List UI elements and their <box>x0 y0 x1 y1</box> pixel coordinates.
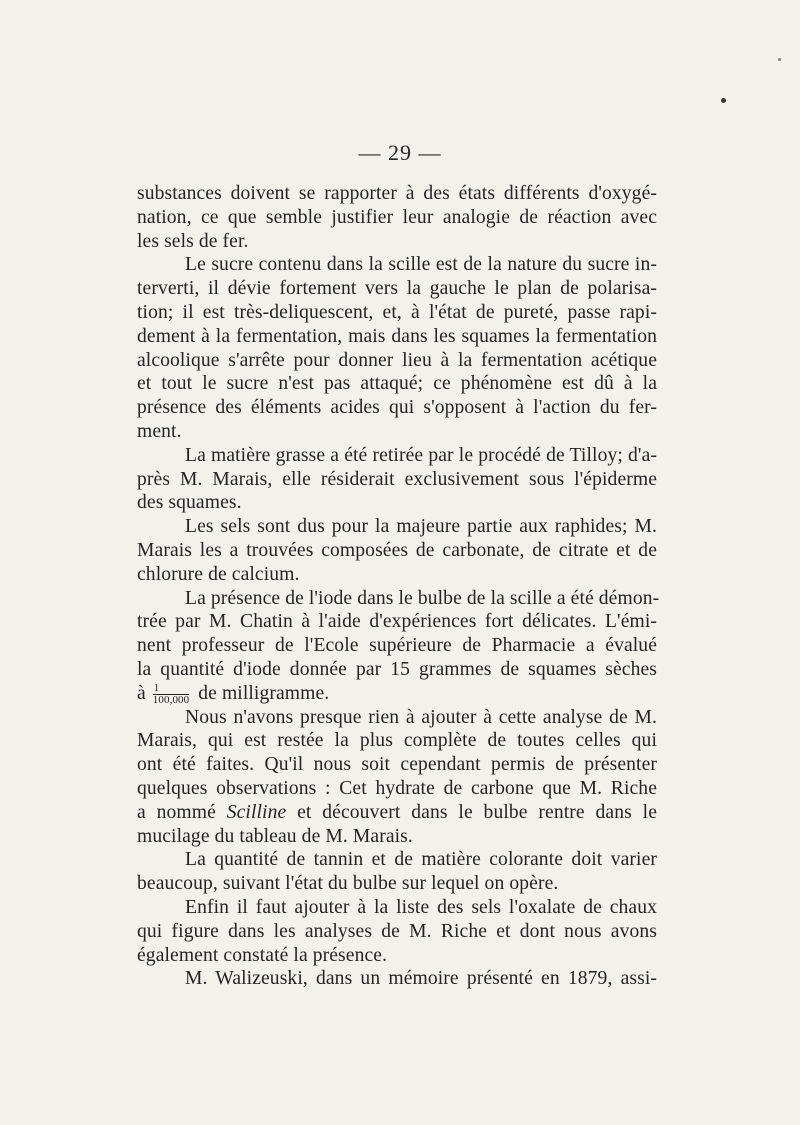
text-line: les sels de fer. <box>137 230 249 252</box>
paragraph <box>137 444 657 515</box>
text-line: également constaté la présence. <box>137 944 388 966</box>
fraction-line <box>137 682 657 706</box>
paragraph <box>137 182 657 253</box>
paragraph <box>137 848 657 896</box>
body-text <box>137 182 660 991</box>
text-line: et tout le sucre n'est pas attaqué; ce phénomène est dû à la <box>137 373 657 395</box>
text-line: nent professeur de l'Ecole supérieure de Pharmacie a évalué <box>137 635 657 657</box>
text-line: Nous n'avons presque rien à ajouter à cette analyse de M. <box>185 706 657 728</box>
text-line: La présence de l'iode dans le bulbe de la scille a été démon- <box>185 587 660 609</box>
fraction <box>153 683 189 706</box>
text-line: La quantité de tannin et de matière colorante doit varier <box>185 849 657 871</box>
paragraph <box>137 587 660 706</box>
text-line: Marais, qui est restée la plus complète de toutes celles qui <box>137 730 657 752</box>
text-line: Le sucre contenu dans la scille est de la nature du sucre in- <box>185 254 657 276</box>
text-line: présence des éléments acides qui s'opposent à l'action du fer- <box>137 397 657 419</box>
fraction-suffix: de milligramme. <box>198 682 330 704</box>
text-line: Marais les a trouvées composées de carbonate, de citrate et de <box>137 539 657 561</box>
text-line: mucilage du tableau de M. Marais. <box>137 825 413 847</box>
text-line: qui figure dans les analyses de M. Riche et dont nous avons <box>137 920 657 942</box>
text-line: près M. Marais, elle résiderait exclusivement sous l'épiderme <box>137 468 657 490</box>
paragraph <box>137 515 657 586</box>
text-line: tion; il est très-deliquescent, et, à l'état de pureté, passe rapi- <box>137 301 657 323</box>
italic-line-before: a nommé <box>137 801 216 823</box>
fraction-denominator: 100,000 <box>152 693 190 706</box>
text-line: Les sels sont dus pour la majeure partie aux raphides; M. <box>185 516 657 538</box>
text-line: La matière grasse a été retirée par le procédé de Tilloy; d'a- <box>185 444 657 466</box>
fraction-numerator: 1 <box>153 683 189 695</box>
italic-line-after: et découvert dans le bulbe rentre dans le <box>297 801 658 823</box>
paragraph <box>137 896 657 967</box>
text-line: la quantité d'iode donnée par 15 grammes de squames sèches <box>137 658 657 680</box>
text-line: terverti, il dévie fortement vers la gauche le plan de polarisa- <box>137 278 657 300</box>
page-number: — 29 — <box>358 140 442 165</box>
text-line: ont été faites. Qu'il nous soit cependant permis de présenter <box>137 754 657 776</box>
paragraph <box>137 706 657 849</box>
text-line: des squames. <box>137 492 242 514</box>
text-line: dement à la fermentation, mais dans les squames la fermentation <box>137 325 657 347</box>
text-line: ment. <box>137 420 182 442</box>
text-line: substances doivent se rapporter à des états différents d'oxygé- <box>137 183 657 204</box>
italic-line <box>137 801 657 825</box>
text-line: M. Walizeuski, dans un mémoire présenté en 1879, assi- <box>185 968 657 990</box>
text-line: trée par M. Chatin à l'aide d'expériences fort délicates. L'émi- <box>137 611 657 633</box>
paragraph <box>137 253 657 443</box>
text-line: chlorure de calcium. <box>137 563 300 585</box>
scilline-term: Scilline <box>226 801 287 823</box>
paragraph <box>137 967 657 991</box>
text-line: beaucoup, suivant l'état du bulbe sur lequel on opère. <box>137 873 559 895</box>
ink-speck <box>778 58 781 61</box>
text-line: quelques observations : Cet hydrate de carbone que M. Riche <box>137 777 657 799</box>
ink-speck <box>721 98 726 103</box>
text-line: alcoolique s'arrête pour donner lieu à la fermentation acétique <box>137 349 657 371</box>
text-line: Enfin il faut ajouter à la liste des sels l'oxalate de chaux <box>185 896 657 918</box>
fraction-prefix: à <box>137 682 146 704</box>
text-line: nation, ce que semble justifier leur analogie de réaction avec <box>137 206 657 228</box>
